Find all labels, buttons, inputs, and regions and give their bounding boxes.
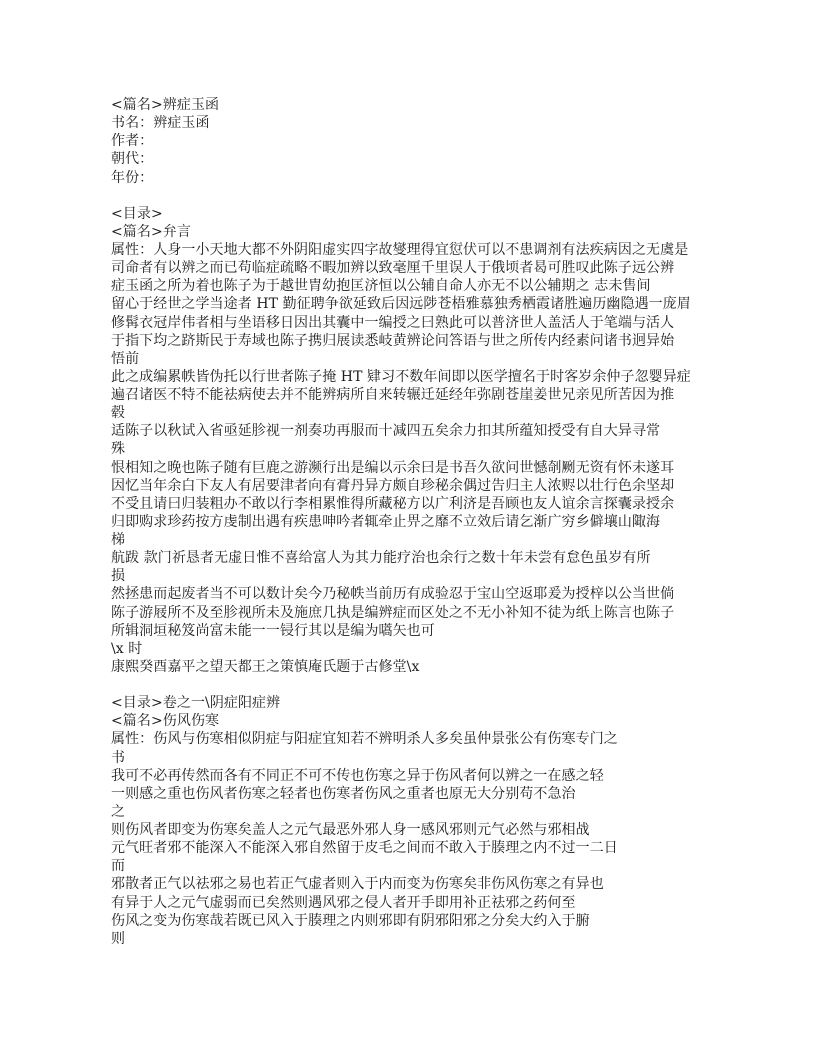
text-line: 适陈子以秋试入省亟延胗视一剂奏功再服而十减四五矣余力扣其所蕴知授受有自大异寻常: [111, 423, 661, 440]
text-line: 所辑洞垣秘笈尚富未能一一锓行其以是编为嚆矢也可: [111, 622, 435, 639]
text-line: [111, 187, 731, 205]
text-line: 症玉函之所为着也陈子为于越世胄幼抱匡济恒以公辅自命人亦无不以公辅期之 志未售间: [111, 278, 651, 295]
document-text: [111, 96, 731, 948]
text-line: 属性：伤风与伤寒相似阴症与阳症宜知若不辨明杀人多矣虽仲景张公有伤寒专门之: [111, 731, 618, 748]
text-line: 伤风之变为伤寒哉若既已风入于腠理之内则邪即有阴邪阳邪之分矣大约入于腑: [111, 912, 590, 929]
text-line: 殊: [111, 441, 126, 458]
text-line: 归即购求珍药按方虔制出遇有疾患呻吟者辄牵止畀之靡不立效后请乞渐广穷乡僻壤山陬海: [111, 513, 661, 530]
text-line: 损: [111, 568, 126, 585]
text-line: 留心于经世之学当途者 HT 勤征聘争欲延致后因远陟苍梧雅慕独秀栖霞诸胜遍历幽隐遇一庞眉: [111, 296, 691, 313]
text-line: 康熙癸酉嘉平之望天都王之策慎庵氏题于古修堂\x: [111, 658, 420, 675]
text-line: 之: [111, 803, 126, 820]
text-line: 悟前: [111, 350, 140, 367]
text-line: 则: [111, 930, 126, 947]
text-line: 修髯衣冠岸伟者相与坐语移日因出其囊中一编授之曰熟此可以普济世人盖活人于笔端与活人: [111, 314, 675, 331]
text-line: 然拯患而起废者当不可以数计矣今乃秘帙当前历有成验忍于宝山空返耶爰为授梓以公当世倘: [111, 586, 675, 603]
text-line: 司命者有以辨之而已苟临症疏略不暇加辨以致毫厘千里误人于俄顷者曷可胜叹此陈子远公辨: [111, 260, 675, 277]
text-line: <篇名>伤风伤寒: [111, 713, 220, 730]
text-line: 元气旺者邪不能深入不能深入邪自然留于皮毛之间而不敢入于腠理之内不过一二日: [111, 840, 618, 857]
text-line: <目录>卷之一\阴症阳症辨: [111, 695, 281, 712]
text-line: 年份：: [111, 169, 154, 186]
text-line: 而: [111, 858, 126, 875]
text-line: <篇名>弁言: [111, 223, 191, 240]
text-line: 属性：人身一小天地大都不外阴阳虚实四字故燮理得宜愆伏可以不患调剂有法疾病因之无虞是: [111, 242, 689, 258]
text-line: 遍召诸医不特不能祛病使去并不能辨病所自来转辗迁延经年弥剧苍崖姜世兄亲见所苦因为推: [111, 387, 675, 403]
text-line: <篇名>辨症玉函: [111, 97, 220, 113]
text-line: 书: [111, 749, 126, 766]
text-line: 毂: [111, 405, 126, 422]
text-line: 恨相知之晚也陈子随有巨鹿之游濒行出是编以示余曰是书吾久欲问世憾剞劂无资有怀未遂耳: [111, 459, 675, 476]
text-line: [111, 676, 731, 694]
text-line: 则伤风者即变为伤寒矣盖人之元气最恶外邪人身一感风邪则元气必然与邪相战: [111, 822, 590, 838]
text-line: 不受且请曰归装粗办不敢以行李相累惟得所藏秘方以广利济是吾顾也友人谊余言探囊录授余: [111, 495, 675, 512]
text-line: 陈子游屐所不及至胗视所未及施庶几执是编辨症而区处之不无小补知不徒为纸上陈言也陈子: [111, 604, 675, 621]
text-line: 于指下均之跻斯民于寿域也陈子携归展读悉岐黄辨论问答语与世之所传内经素问诸书迥异始: [111, 332, 675, 349]
text-line: 有异于人之元气虚弱而已矣然则遇风邪之侵人者开手即用补正祛邪之药何至: [111, 894, 576, 911]
text-line: 梯: [111, 532, 126, 548]
text-line: <目录>: [111, 205, 163, 222]
text-line: \x 时: [111, 640, 143, 657]
text-line: 朝代：: [111, 151, 154, 168]
text-line: 我可不必再传然而各有不同正不可不传也伤寒之异于伤风者何以辨之一在感之轻: [111, 767, 604, 784]
text-line: 书名：辨症玉函: [111, 115, 210, 132]
text-line: 因忆当年余白下友人有居要津者向有膏丹异方颇自珍秘余偶过告归主人浓赆以壮行色余坚却: [111, 477, 675, 494]
text-line: 一则感之重也伤风者伤寒之轻者也伤寒者伤风之重者也原无大分别苟不急治: [111, 785, 576, 802]
text-line: 航跋 款门祈恳者无虚日惟不喜给富人为其力能疗治也余行之数十年未尝有怠色虽岁有所: [111, 550, 651, 567]
text-line: 邪散者正气以祛邪之易也若正气虚者则入于内而变为伤寒矣非伤风伤寒之有异也: [111, 876, 604, 893]
text-line: 此之成编累帙皆伪托以行世者陈子掩 HT 肄习不数年间即以医学擅名于时客岁余仲子忽婴异症: [111, 368, 691, 385]
text-line: 作者：: [111, 133, 154, 150]
